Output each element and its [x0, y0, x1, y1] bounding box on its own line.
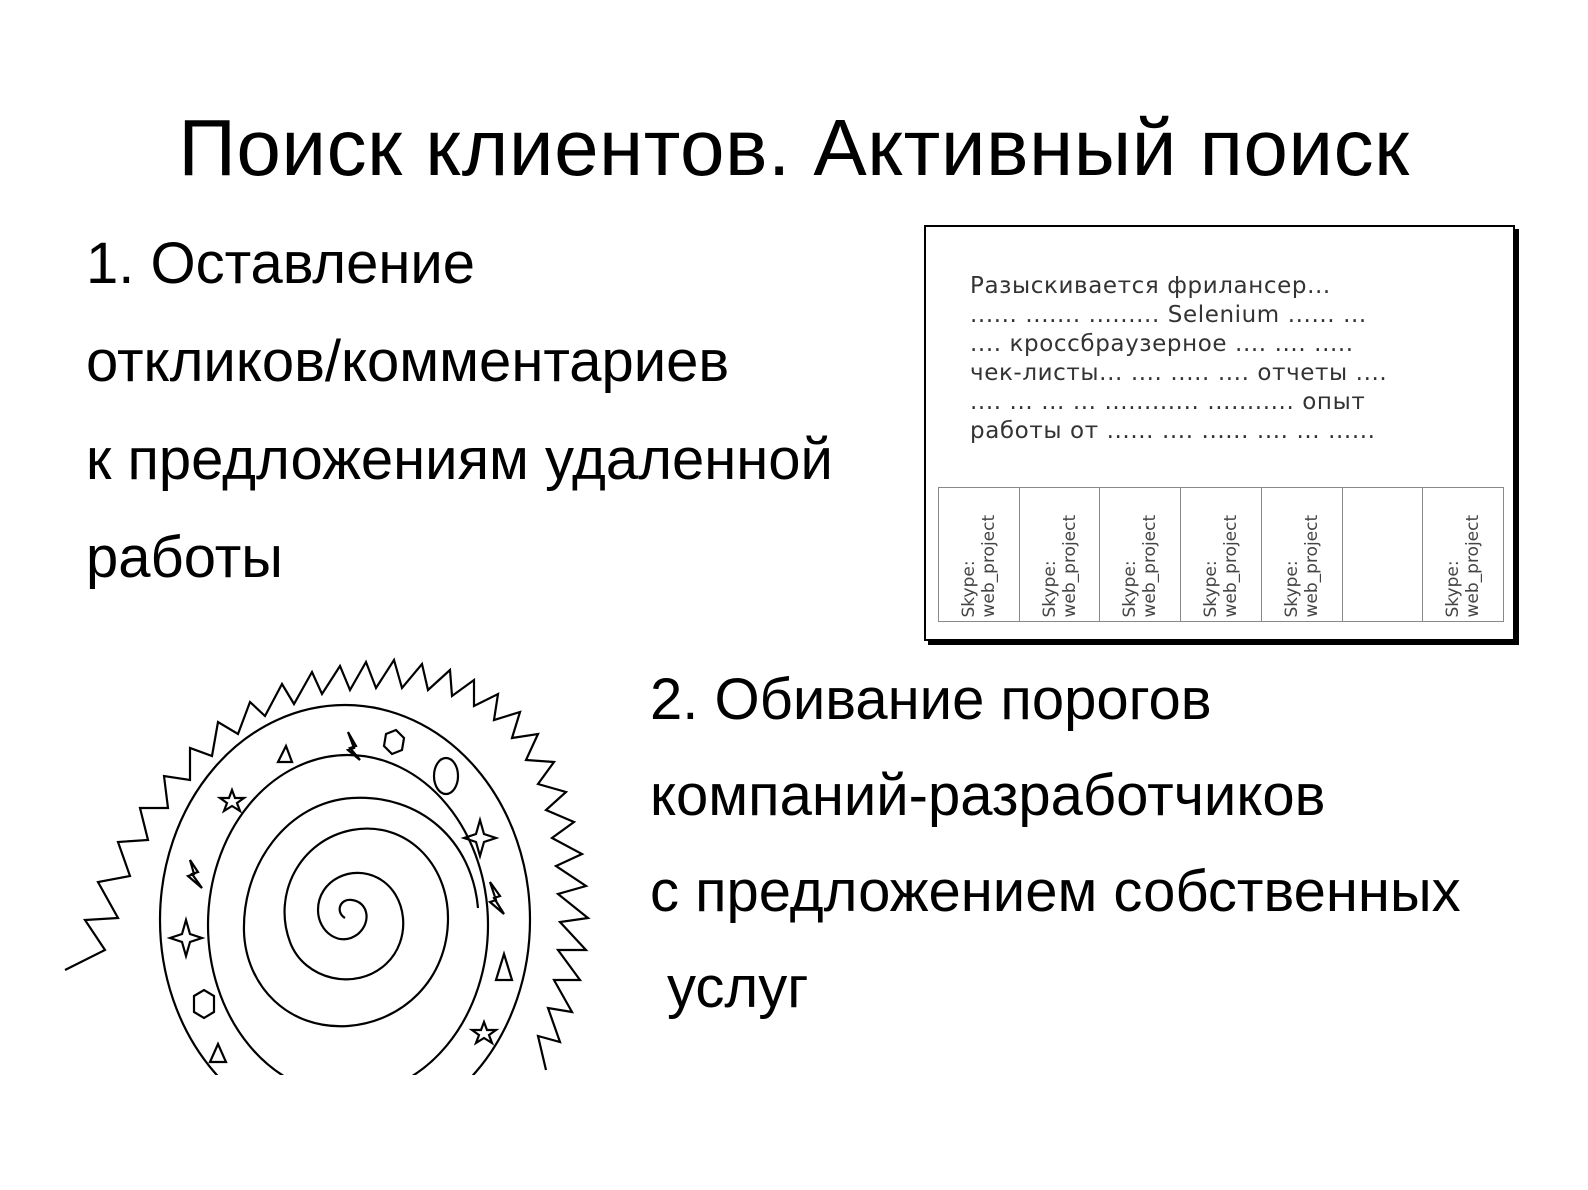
tab-contact: Skype: web_project [1120, 514, 1161, 617]
tear-off-tab [1181, 488, 1262, 621]
job-posting-line: ...... ....... ......... Selenium ...... ... [970, 302, 1367, 328]
tear-off-tab-missing [1343, 488, 1424, 621]
triangle-icon [496, 954, 512, 980]
tear-off-tab [1423, 488, 1503, 621]
point-two-line: 2. Обивание порогов [650, 667, 1212, 732]
triangle-icon [278, 746, 292, 762]
star-icon [472, 1022, 496, 1043]
tear-off-tab [1020, 488, 1101, 621]
triangle-icon [210, 1044, 226, 1062]
point-two-line: с предложением собственных [650, 859, 1461, 924]
hexagon-icon [384, 730, 404, 754]
tab-contact: Skype: web_project [1039, 514, 1080, 617]
tear-off-tab [939, 488, 1020, 621]
tear-off-tab [1262, 488, 1343, 621]
oval-icon [434, 758, 458, 794]
point-one-line: работы [86, 525, 283, 590]
point-two-line: компаний-разработчиков [650, 763, 1326, 828]
job-posting-line: .... ... ... ... ............ ........... опыт [970, 389, 1366, 415]
lightning-icon [188, 860, 202, 888]
job-posting-text [970, 272, 1387, 446]
job-posting-line: .... кроссбраузерное .... .... ..... [970, 331, 1354, 357]
point-one-text [86, 215, 833, 607]
tab-contact: Skype: web_project [1281, 514, 1322, 617]
point-one-line: к предложениям удаленной [86, 427, 833, 492]
tab-contact: Skype: web_project [1201, 514, 1242, 617]
tab-contact: Skype: web_project [1443, 514, 1484, 617]
sparkle-icon [170, 920, 202, 956]
hexagon-icon [194, 990, 214, 1018]
tear-off-tabs [938, 487, 1504, 622]
star-icon [220, 790, 244, 811]
tab-contact: Skype: web_project [958, 514, 999, 617]
job-posting-line: чек-листы... .... ..... .... отчеты .... [970, 360, 1388, 386]
spiral-icon [244, 798, 478, 1026]
sun-rays-icon [65, 660, 588, 1070]
job-posting-card [924, 225, 1515, 641]
slide-title: Поиск клиентов. Активный поиск [178, 103, 1410, 192]
tear-off-tab [1100, 488, 1181, 621]
job-posting-line: работы от ...... .... ...... .... ... ...... [970, 418, 1376, 444]
point-two-text [650, 652, 1461, 1036]
point-two-line: услуг [667, 955, 809, 1020]
lightning-icon [490, 882, 504, 914]
point-one-line: 1. Оставление [86, 231, 476, 296]
sun-spiral-illustration [60, 650, 630, 1075]
job-posting-line: Разыскивается фрилансер... [970, 273, 1331, 299]
point-one-line: откликов/комментариев [86, 329, 730, 394]
